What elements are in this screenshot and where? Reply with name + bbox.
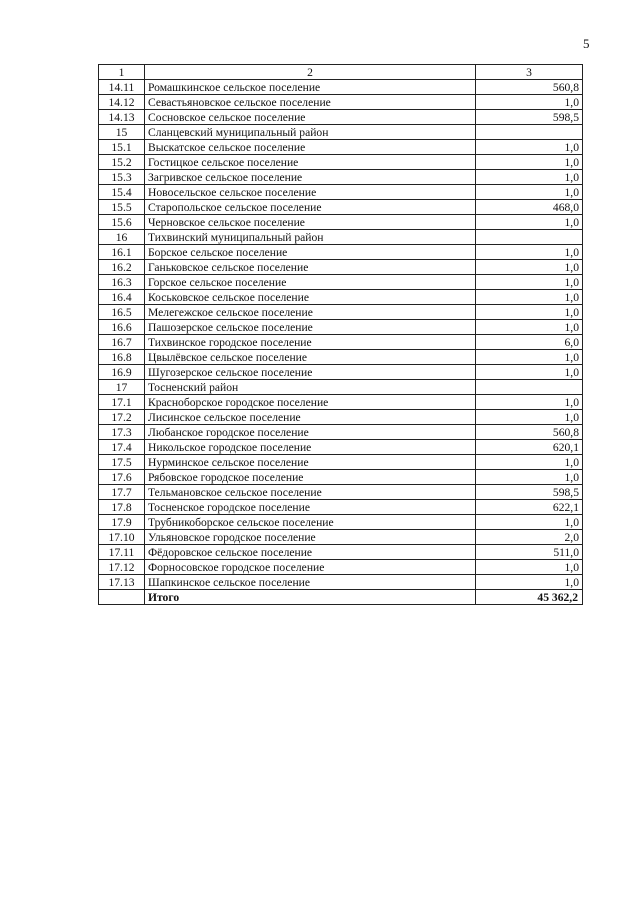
table-row — [99, 320, 583, 335]
row-value-cell: 1,0 — [476, 260, 583, 275]
row-value-cell: 1,0 — [476, 350, 583, 365]
row-name-cell: Сланцевский муниципальный район — [145, 125, 476, 140]
row-number-cell: 17.13 — [99, 575, 145, 590]
row-name-cell: Рябовское городское поселение — [145, 470, 476, 485]
table-row — [99, 215, 583, 230]
row-value-cell — [476, 125, 583, 140]
table-row — [99, 350, 583, 365]
table-row — [99, 500, 583, 515]
table-row — [99, 410, 583, 425]
row-value-cell: 1,0 — [476, 560, 583, 575]
row-number-cell: 17.8 — [99, 500, 145, 515]
table-row — [99, 395, 583, 410]
row-value-cell: 511,0 — [476, 545, 583, 560]
row-name-cell: Гостицкое сельское поселение — [145, 155, 476, 170]
table-row — [99, 275, 583, 290]
row-number-cell: 16.8 — [99, 350, 145, 365]
table-row — [99, 530, 583, 545]
table-row — [99, 260, 583, 275]
table-row — [99, 335, 583, 350]
allocation-table — [98, 64, 583, 605]
row-number-cell: 16.3 — [99, 275, 145, 290]
row-number-cell: 16.5 — [99, 305, 145, 320]
table-row — [99, 110, 583, 125]
table-row — [99, 470, 583, 485]
row-number-cell: 15.2 — [99, 155, 145, 170]
header-cell-number: 1 — [99, 65, 145, 80]
row-name-cell: Цвылёвское сельское поселение — [145, 350, 476, 365]
row-value-cell: 1,0 — [476, 215, 583, 230]
row-value-cell: 598,5 — [476, 110, 583, 125]
table-row — [99, 170, 583, 185]
row-value-cell — [476, 230, 583, 245]
table-row — [99, 485, 583, 500]
row-value-cell: 1,0 — [476, 410, 583, 425]
row-number-cell: 16.9 — [99, 365, 145, 380]
row-name-cell: Лисинское сельское поселение — [145, 410, 476, 425]
row-name-cell: Горское сельское поселение — [145, 275, 476, 290]
row-name-cell: Фёдоровское сельское поселение — [145, 545, 476, 560]
row-value-cell: 1,0 — [476, 185, 583, 200]
header-cell-value: 3 — [476, 65, 583, 80]
row-value-cell: 1,0 — [476, 470, 583, 485]
row-number-cell: 17.4 — [99, 440, 145, 455]
table-row — [99, 305, 583, 320]
row-name-cell: Ганьковское сельское поселение — [145, 260, 476, 275]
row-value-cell: 1,0 — [476, 155, 583, 170]
row-value-cell: 1,0 — [476, 290, 583, 305]
table-row — [99, 380, 583, 395]
row-number-cell: 17.9 — [99, 515, 145, 530]
row-number-cell: 15.1 — [99, 140, 145, 155]
table-row — [99, 230, 583, 245]
row-value-cell — [476, 380, 583, 395]
table-row — [99, 290, 583, 305]
row-name-cell: Новосельское сельское поселение — [145, 185, 476, 200]
row-number-cell: 15.6 — [99, 215, 145, 230]
table-row — [99, 545, 583, 560]
row-value-cell: 1,0 — [476, 170, 583, 185]
row-value-cell: 6,0 — [476, 335, 583, 350]
row-name-cell: Ромашкинское сельское поселение — [145, 80, 476, 95]
table-row — [99, 440, 583, 455]
total-row — [99, 590, 583, 605]
row-name-cell: Шугозерское сельское поселение — [145, 365, 476, 380]
row-name-cell: Сосновское сельское поселение — [145, 110, 476, 125]
row-name-cell: Черновское сельское поселение — [145, 215, 476, 230]
row-value-cell: 1,0 — [476, 305, 583, 320]
table-row — [99, 80, 583, 95]
row-name-cell: Тосненский район — [145, 380, 476, 395]
row-number-cell: 16.6 — [99, 320, 145, 335]
row-name-cell: Старопольское сельское поселение — [145, 200, 476, 215]
row-name-cell: Тихвинское городское поселение — [145, 335, 476, 350]
row-number-cell: 17 — [99, 380, 145, 395]
row-number-cell: 14.13 — [99, 110, 145, 125]
table-row — [99, 365, 583, 380]
row-number-cell: 16.4 — [99, 290, 145, 305]
total-value: 45 362,2 — [476, 590, 583, 605]
row-value-cell: 1,0 — [476, 395, 583, 410]
table-row — [99, 185, 583, 200]
table-row — [99, 425, 583, 440]
row-name-cell: Красноборское городское поселение — [145, 395, 476, 410]
header-cell-name: 2 — [145, 65, 476, 80]
table-body — [99, 65, 583, 605]
row-value-cell: 1,0 — [476, 575, 583, 590]
total-empty-cell — [99, 590, 145, 605]
row-value-cell: 1,0 — [476, 275, 583, 290]
row-value-cell: 1,0 — [476, 320, 583, 335]
row-name-cell: Севастьяновское сельское поселение — [145, 95, 476, 110]
row-name-cell: Тихвинский муниципальный район — [145, 230, 476, 245]
row-name-cell: Мелегежское сельское поселение — [145, 305, 476, 320]
row-value-cell: 598,5 — [476, 485, 583, 500]
row-name-cell: Загривское сельское поселение — [145, 170, 476, 185]
row-name-cell: Трубникоборское сельское поселение — [145, 515, 476, 530]
row-number-cell: 17.3 — [99, 425, 145, 440]
row-value-cell: 560,8 — [476, 425, 583, 440]
table-row — [99, 125, 583, 140]
table-header-row — [99, 65, 583, 80]
row-value-cell: 468,0 — [476, 200, 583, 215]
row-name-cell: Никольское городское поселение — [145, 440, 476, 455]
row-name-cell: Шапкинское сельское поселение — [145, 575, 476, 590]
row-name-cell: Ульяновское городское поселение — [145, 530, 476, 545]
table-row — [99, 455, 583, 470]
row-number-cell: 16.2 — [99, 260, 145, 275]
row-name-cell: Выскатское сельское поселение — [145, 140, 476, 155]
table-row — [99, 155, 583, 170]
row-name-cell: Любанское городское поселение — [145, 425, 476, 440]
table-row — [99, 140, 583, 155]
row-value-cell: 1,0 — [476, 455, 583, 470]
row-name-cell: Борское сельское поселение — [145, 245, 476, 260]
row-number-cell: 17.12 — [99, 560, 145, 575]
page-number: 5 — [583, 36, 590, 51]
row-number-cell: 16.7 — [99, 335, 145, 350]
row-name-cell: Пашозерское сельское поселение — [145, 320, 476, 335]
table-row — [99, 245, 583, 260]
row-number-cell: 17.6 — [99, 470, 145, 485]
table-row — [99, 515, 583, 530]
row-value-cell: 560,8 — [476, 80, 583, 95]
row-number-cell: 15 — [99, 125, 145, 140]
row-name-cell: Тосненское городское поселение — [145, 500, 476, 515]
row-value-cell: 1,0 — [476, 245, 583, 260]
row-number-cell: 15.5 — [99, 200, 145, 215]
row-value-cell: 2,0 — [476, 530, 583, 545]
row-number-cell: 17.10 — [99, 530, 145, 545]
row-number-cell: 17.5 — [99, 455, 145, 470]
row-name-cell: Коськовское сельское поселение — [145, 290, 476, 305]
row-number-cell: 14.11 — [99, 80, 145, 95]
row-number-cell: 14.12 — [99, 95, 145, 110]
table-row — [99, 200, 583, 215]
row-number-cell: 17.1 — [99, 395, 145, 410]
row-number-cell: 17.7 — [99, 485, 145, 500]
row-number-cell: 15.4 — [99, 185, 145, 200]
row-value-cell: 1,0 — [476, 95, 583, 110]
row-value-cell: 1,0 — [476, 365, 583, 380]
row-name-cell: Нурминское сельское поселение — [145, 455, 476, 470]
row-value-cell: 622,1 — [476, 500, 583, 515]
row-number-cell: 16 — [99, 230, 145, 245]
row-name-cell: Форносовское городское поселение — [145, 560, 476, 575]
row-value-cell: 1,0 — [476, 515, 583, 530]
row-value-cell: 620,1 — [476, 440, 583, 455]
table-row — [99, 575, 583, 590]
table-row — [99, 560, 583, 575]
row-number-cell: 16.1 — [99, 245, 145, 260]
row-number-cell: 17.11 — [99, 545, 145, 560]
row-name-cell: Тельмановское сельское поселение — [145, 485, 476, 500]
row-value-cell: 1,0 — [476, 140, 583, 155]
total-label: Итого — [145, 590, 476, 605]
row-number-cell: 15.3 — [99, 170, 145, 185]
table-row — [99, 95, 583, 110]
row-number-cell: 17.2 — [99, 410, 145, 425]
